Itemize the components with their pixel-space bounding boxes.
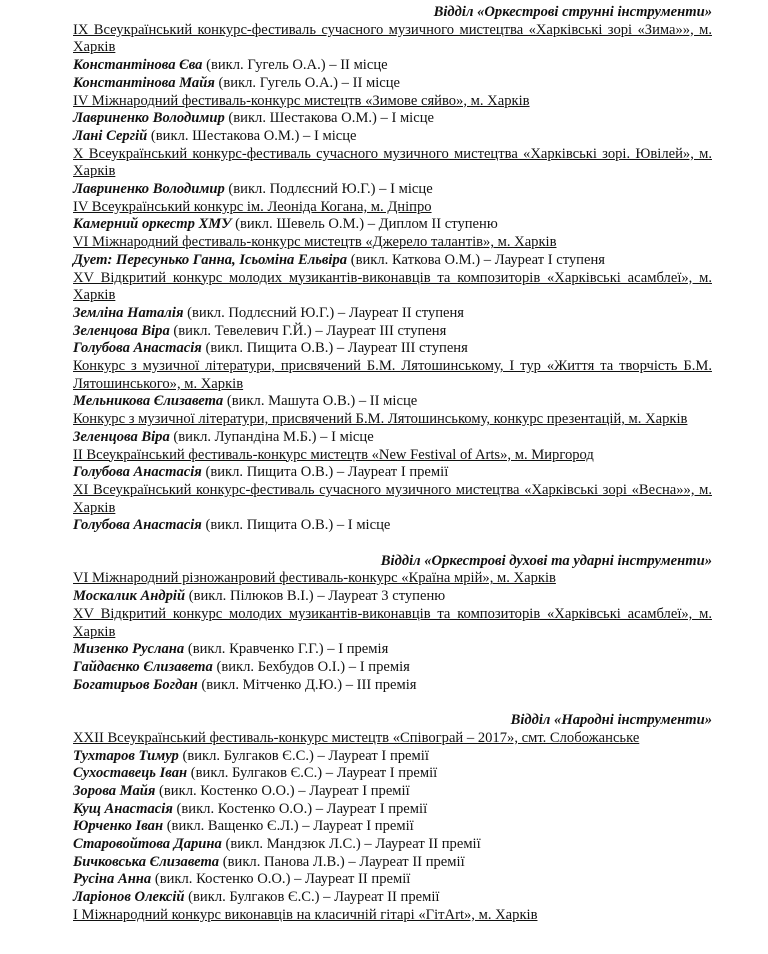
award-detail: (викл. Тевелевич Г.Й.) – Лауреат ІІІ ступеня <box>169 322 447 339</box>
award-entry <box>73 783 712 801</box>
award-detail: (викл. Булгаков Є.С.) – Лауреат І премії <box>187 765 438 782</box>
award-entry <box>73 854 712 872</box>
award-entry <box>73 836 712 854</box>
participant-name: Константінова Майя <box>73 74 215 91</box>
participant-name: Зеленцова Віра <box>73 322 170 339</box>
participant-name: Москалик Андрій <box>73 588 186 605</box>
contest-title: XV Відкритий конкурс молодих музикантів-виконавців та композиторів «Харківські асамблеї», м. Харків <box>73 269 712 304</box>
award-entry <box>73 517 712 535</box>
participant-name: Мельникова Єлизавета <box>73 393 224 410</box>
award-entry <box>73 340 712 358</box>
participant-name: Старовойтова Дарина <box>73 836 222 853</box>
award-detail: (викл. Костенко О.О.) – Лауреат І премії <box>155 782 410 799</box>
award-detail: (викл. Подлєсний Ю.Г.) – Лауреат ІІ ступеня <box>183 304 465 321</box>
award-entry <box>73 323 712 341</box>
department-heading: Відділ «Оркестрові духові та ударні інструменти» <box>380 552 712 569</box>
award-entry <box>73 464 712 482</box>
award-detail: (викл. Ващенко Є.Л.) – Лауреат І премії <box>163 818 414 835</box>
participant-name: Сухоставець Іван <box>73 765 188 782</box>
award-entry <box>73 216 712 234</box>
participant-name: Пересунько Ганна, Ісьоміна Ельвіра <box>115 251 348 268</box>
award-detail: (викл. Кравченко Г.Г.) – І премія <box>184 641 389 658</box>
award-entry <box>73 57 712 75</box>
award-detail: (викл. Гугель О.А.) – ІІ місце <box>214 74 401 91</box>
contest-title: VI Міжнародний фестиваль-конкурс мистецтв «Джерело талантів», м. Харків <box>73 234 557 251</box>
participant-name: Кущ Анастасія <box>73 800 173 817</box>
contest-title: ІІ Всеукраїнський фестиваль-конкурс мистецтв «New Festival of Arts», м. Миргород <box>73 446 594 463</box>
award-entry <box>73 889 712 907</box>
award-entry <box>73 305 712 323</box>
participant-name: Константінова Єва <box>73 57 203 74</box>
award-detail: (викл. Лупандіна М.Б.) – І місце <box>169 428 374 445</box>
participant-name: Лавриненко Володимир <box>73 181 225 198</box>
contest-title: IX Всеукраїнський конкурс-фестиваль сучасного музичного мистецтва «Харківські зорі «Зима»», м. Харків <box>73 21 712 56</box>
award-detail: (викл. Булгаков Є.С.) – Лауреат І премії <box>178 747 429 764</box>
award-detail: (викл. Шестакова О.М.) – І місце <box>224 110 435 127</box>
participant-name: Тухтаров Тимур <box>73 747 179 764</box>
award-detail: (викл. Шестакова О.М.) – І місце <box>147 127 357 144</box>
award-detail: (викл. Гугель О.А.) – ІІ місце <box>202 57 388 74</box>
award-detail: (викл. Панова Л.В.) – Лауреат ІІ премії <box>219 853 465 870</box>
award-entry <box>73 252 712 270</box>
award-entry <box>73 677 712 695</box>
award-detail: (викл. Костенко О.О.) – Лауреат І премії <box>172 800 428 817</box>
award-detail: (викл. Шевель О.М.) – Диплом ІІ ступеню <box>231 216 498 233</box>
award-entry <box>73 659 712 677</box>
award-entry <box>73 748 712 766</box>
award-entry <box>73 871 712 889</box>
contest-title: І Міжнародний конкурс виконавців на класичній гітарі «ГітArt», м. Харків <box>73 906 538 923</box>
participant-name: Голубова Анастасія <box>73 340 202 357</box>
award-entry <box>73 588 712 606</box>
participant-name: Лавриненко Володимир <box>73 110 225 127</box>
award-entry <box>73 765 712 783</box>
award-detail: (викл. Пищита О.В.) – Лауреат ІІІ ступеня <box>201 340 468 357</box>
participant-name: Лані Сергій <box>73 127 148 144</box>
award-entry <box>73 181 712 199</box>
award-detail: (викл. Мітченко Д.Ю.) – ІІІ премія <box>197 676 417 693</box>
contest-title: VI Міжнародний різножанровий фестиваль-конкурс «Країна мрій», м. Харків <box>73 570 556 587</box>
participant-name: Ларіонов Олексій <box>73 889 185 906</box>
contest-title: Конкурс з музичної літератури, присвячений Б.М. Лятошинському, І тур «Життя та творчість Б.М. Лятошинського», м. Харків <box>73 358 712 392</box>
participant-name: Мизенко Руслана <box>73 641 185 658</box>
award-entry <box>73 110 712 128</box>
participant-name: Бичковська Єлизавета <box>73 853 220 870</box>
award-entry <box>73 393 712 411</box>
award-detail: (викл. Машута О.В.) – ІІ місце <box>223 393 418 410</box>
participant-name: Камерний оркестр ХМУ <box>73 216 232 233</box>
award-entry <box>73 429 712 447</box>
contest-title: IV Всеукраїнський конкурс ім. Леоніда Когана, м. Дніпро <box>73 198 432 215</box>
entry-prefix: Дует: <box>73 251 116 268</box>
department-heading: Відділ «Народні інструменти» <box>510 712 712 729</box>
department-heading: Відділ «Оркестрові струнні інструменти» <box>433 4 712 20</box>
award-entry <box>73 641 712 659</box>
award-detail: (викл. Каткова О.М.) – Лауреат І ступеня <box>347 251 605 268</box>
award-entry <box>73 818 712 836</box>
contest-title: XV Відкритий конкурс молодих музикантів-виконавців та композиторів «Харківські асамблеї», м. Харків <box>73 605 712 640</box>
participant-name: Зеленцова Віра <box>73 428 170 445</box>
award-detail: (викл. Подлєсний Ю.Г.) – І місце <box>224 181 433 198</box>
award-detail: (викл. Пілюков В.І.) – Лауреат 3 ступеню <box>185 588 446 605</box>
contest-title: Х Всеукраїнський конкурс-фестиваль сучасного музичного мистецтва «Харківські зорі. Ювілей», м. Харків <box>73 145 712 180</box>
award-detail: (викл. Костенко О.О.) – Лауреат ІІ премії <box>151 871 411 888</box>
participant-name: Юрченко Іван <box>73 818 164 835</box>
award-detail: (викл. Мандзюк Л.С.) – Лауреат ІІ премії <box>221 836 481 853</box>
award-detail: (викл. Булгаков Є.С.) – Лауреат ІІ премії <box>184 889 440 906</box>
participant-name: Земліна Наталія <box>73 304 184 321</box>
contest-title: Конкурс з музичної літератури, присвячений Б.М. Лятошинському, конкурс презентацій, м. Харків <box>73 411 688 428</box>
award-entry <box>73 128 712 146</box>
participant-name: Голубова Анастасія <box>73 464 202 481</box>
award-detail: (викл. Бехбудов О.І.) – І премія <box>212 659 410 675</box>
contest-title: XXII Всеукраїнський фестиваль-конкурс мистецтв «Співограй – 2017», смт. Слобожанське <box>73 729 640 746</box>
participant-name: Гайдаєнко Єлизавета <box>73 659 213 675</box>
award-detail: (викл. Пищита О.В.) – Лауреат І премії <box>201 464 449 481</box>
participant-name: Голубова Анастасія <box>73 517 202 534</box>
participant-name: Богатирьов Богдан <box>73 676 198 693</box>
participant-name: Русіна Анна <box>73 871 152 888</box>
award-entry <box>73 75 712 93</box>
participant-name: Зорова Майя <box>73 782 156 799</box>
award-detail: (викл. Пищита О.В.) – І місце <box>201 517 391 534</box>
award-entry <box>73 801 712 819</box>
contest-title: ХІ Всеукраїнський конкурс-фестиваль сучасного музичного мистецтва «Харківські зорі «Весна»», м. Харків <box>73 481 712 516</box>
contest-title: IV Міжнародний фестиваль-конкурс мистецтв «Зимове сяйво», м. Харків <box>73 92 530 109</box>
